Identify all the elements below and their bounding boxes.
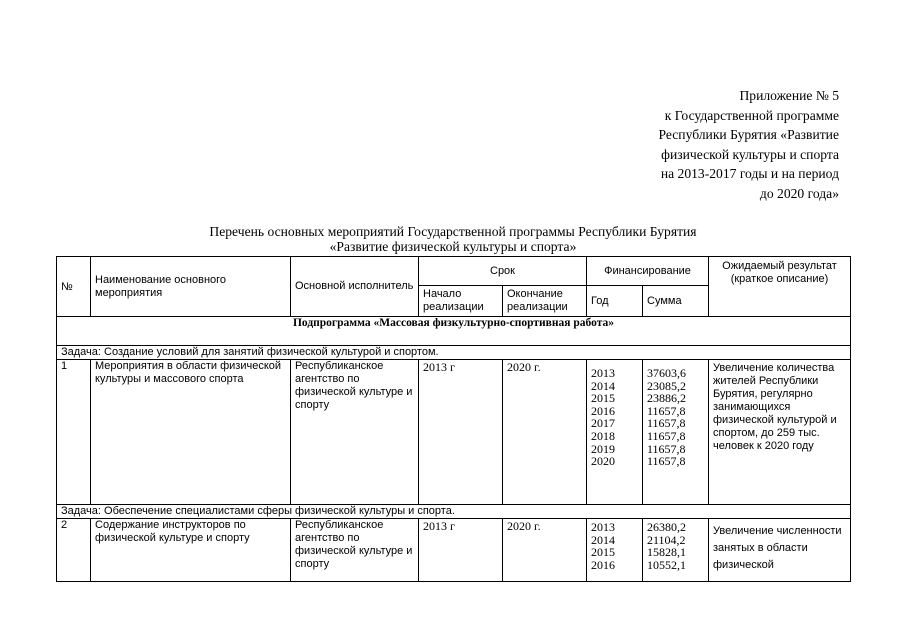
row-num: 1 (57, 360, 91, 505)
header-name: Наименование основного мероприятия (91, 257, 291, 317)
appendix-line: Приложение № 5 (739, 88, 839, 103)
year-cell: 2018 (591, 428, 615, 443)
row-years (587, 519, 643, 582)
task-text: Задача: Обеспечение специалистами сферы физической культуры и спорта. (57, 505, 851, 519)
row-name: Содержание инструкторов по физической культуре и спорту (91, 519, 291, 582)
year-cell: 2017 (591, 416, 615, 431)
sum-cell: 23085,2 (647, 378, 686, 393)
header-executor: Основной исполнитель (291, 257, 419, 317)
document-title (56, 224, 850, 254)
year-cell: 2016 (591, 403, 615, 418)
sum-cell: 21104,2 (647, 532, 686, 547)
year-cell: 2019 (591, 441, 615, 456)
row-end: 2020 г. (503, 519, 587, 582)
title-line-2: «Развитие физической культуры и спорта» (329, 239, 577, 254)
subprogram-row (57, 317, 851, 346)
header-financing: Финансирование (587, 257, 709, 286)
row-num: 2 (57, 519, 91, 582)
appendix-line: на 2013-2017 годы и на период (660, 166, 839, 181)
sum-cell: 11657,8 (647, 416, 686, 431)
sum-cell: 11657,8 (647, 454, 686, 469)
table-row (57, 360, 851, 505)
sum-cell: 11657,8 (647, 428, 686, 443)
year-cell: 2014 (591, 532, 615, 547)
year-cell: 2014 (591, 378, 615, 393)
task-row (57, 346, 851, 360)
header-year: Год (587, 286, 643, 317)
header-term-end: Окончание реализации (503, 286, 587, 317)
sum-cell: 23886,2 (647, 391, 686, 406)
sum-cell: 37603,6 (647, 366, 686, 380)
appendix-line: физической культуры и спорта (661, 146, 839, 162)
row-start: 2013 г (419, 360, 503, 505)
title-line-1: Перечень основных мероприятий Государственной программы Республики Бурятия (209, 224, 697, 239)
subprogram-title: Подпрограмма «Массовая физкультурно-спортивная работа» (57, 317, 851, 346)
year-cell: 2013 (591, 520, 615, 534)
row-years (587, 360, 643, 505)
row-sums (643, 519, 709, 582)
row-sums (643, 360, 709, 505)
activities-table (56, 256, 851, 582)
header-num: № (57, 257, 91, 317)
row-executor: Республиканское агентство по физической культуре и спорту (291, 519, 419, 582)
appendix-line: до 2020 года» (759, 185, 839, 201)
appendix-line: к Государственной программе (664, 107, 839, 123)
row-end: 2020 г. (503, 360, 587, 505)
header-result: Ожидаемый результат (краткое описание) (709, 257, 851, 317)
year-cell: 2015 (591, 391, 615, 406)
header-term-start: Начало реализации (419, 286, 503, 317)
table-row (57, 519, 851, 582)
header-term: Срок (419, 257, 587, 286)
task-row (57, 505, 851, 519)
year-cell: 2020 (591, 454, 615, 469)
table-header-row (57, 257, 851, 286)
appendix-header (659, 86, 839, 203)
appendix-line: Республики Бурятия «Развитие (658, 127, 839, 142)
row-start: 2013 г (419, 519, 503, 582)
sum-cell: 26380,2 (647, 520, 686, 534)
sum-cell: 11657,8 (647, 403, 686, 418)
row-result: Увеличение количества жителей Республики Бурятия, регулярно занимающихся физической культурой и спортом, до 259 тыс. человек к 2020 году (709, 360, 851, 505)
sum-cell: 10552,1 (647, 557, 686, 572)
year-cell: 2013 (591, 366, 615, 380)
header-sum: Сумма (643, 286, 709, 317)
row-executor: Республиканское агентство по физической культуре и спорту (291, 360, 419, 505)
year-cell: 2016 (591, 557, 615, 572)
sum-cell: 15828,1 (647, 545, 686, 560)
row-name: Мероприятия в области физической культуры и массового спорта (91, 360, 291, 505)
task-text: Задача: Создание условий для занятий физической культурой и спортом. (57, 346, 851, 360)
year-cell: 2015 (591, 545, 615, 560)
sum-cell: 11657,8 (647, 441, 686, 456)
row-result: Увеличение численности занятых в области физической (709, 519, 851, 582)
